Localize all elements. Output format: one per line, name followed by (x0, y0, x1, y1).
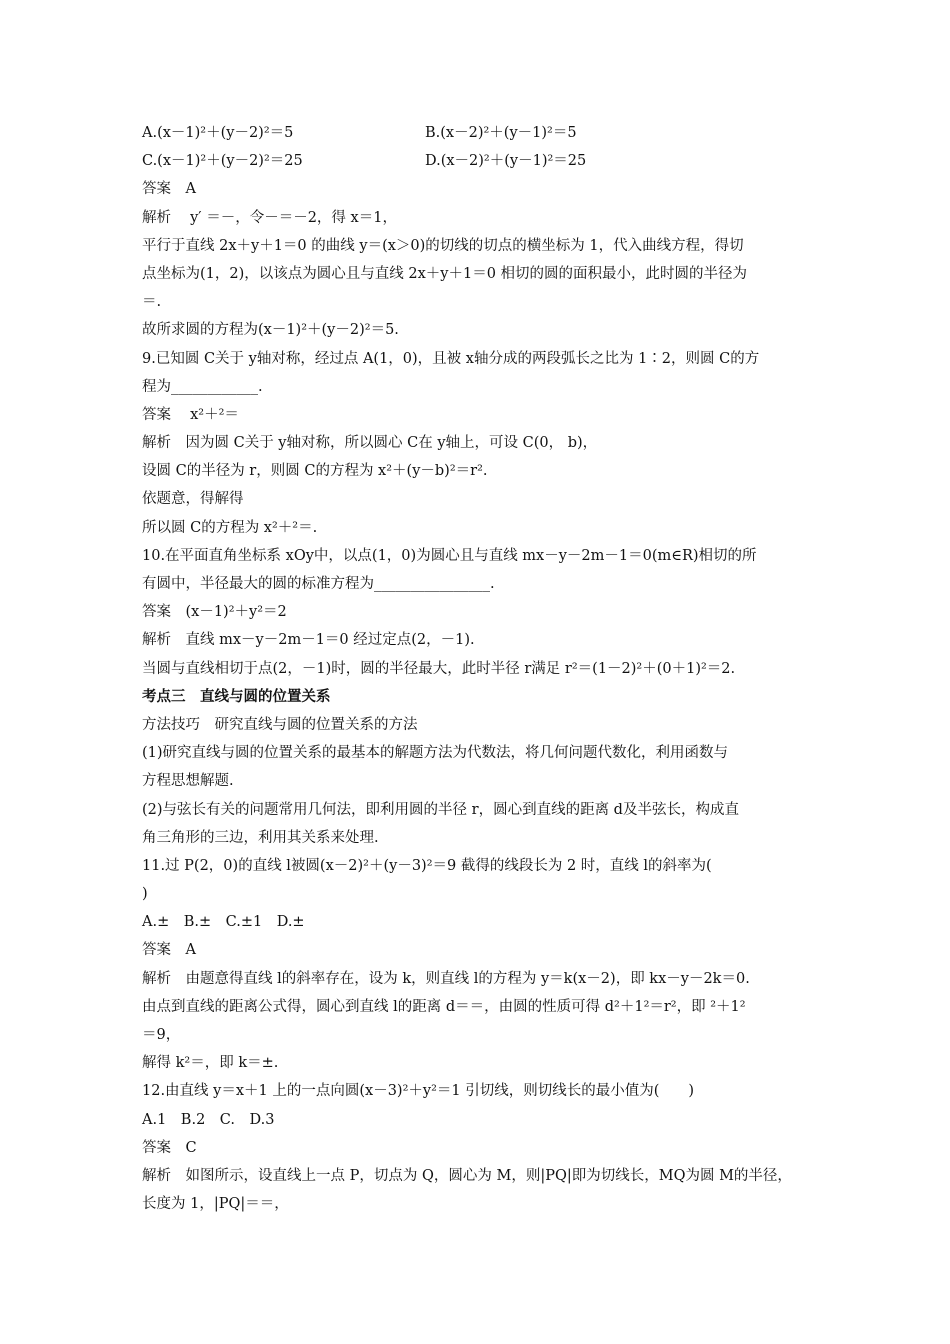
q8-answer: 答案 A (142, 181, 196, 198)
q9-analysis-2: 设圆 C的半径为 r，则圆 C的方程为 x²＋(y－b)²＝r². (142, 463, 488, 480)
q9-analysis-1: 解析 因为圆 C关于 y轴对称，所以圆心 C在 y轴上，可设 C(0， b)， (142, 435, 598, 452)
q10-stem-2: 有圆中，半径最大的圆的标准方程为________________. (142, 576, 495, 592)
q8-analysis-1: 解析 y′ ＝－，令－＝－2，得 x＝1， (142, 209, 397, 226)
q12-answer: 答案 C (142, 1139, 197, 1156)
q8-analysis-2: 平行于直线 2x＋y＋1＝0 的曲线 y＝(x＞0)的切线的切点的横坐标为 1，代入曲线方程，得切 (142, 237, 744, 254)
section-heading: 考点三 直线与圆的位置关系 (142, 688, 331, 705)
q10-analysis-1: 解析 直线 mx－y－2m－1＝0 经过定点(2，－1). (142, 632, 475, 649)
q11-analysis-2: 由点到直线的距离公式得，圆心到直线 l的距离 d＝＝，由圆的性质可得 d²＋1²＝r²，即 ²＋1² (142, 998, 746, 1015)
q9-stem-1: 9.已知圆 C关于 y轴对称，经过点 A(1，0)，且被 x轴分成的两段弧长之比为 1∶2，则圆 C的方 (142, 350, 760, 367)
method-2a: (2)与弦长有关的问题常用几何法，即利用圆的半径 r，圆心到直线的距离 d及半弦长，构成直 (142, 801, 739, 818)
q9-answer: 答案 x²＋²＝ (142, 406, 239, 423)
q9-stem-2: 程为____________. (142, 378, 263, 395)
q8-analysis-3: 点坐标为(1，2)，以该点为圆心且与直线 2x＋y＋1＝0 相切的圆的面积最小，此时圆的半径为 (142, 265, 748, 282)
method-1a: (1)研究直线与圆的位置关系的最基本的解题方法为代数法，将几何问题代数化，利用函数与 (142, 745, 729, 762)
q12-stem: 12.由直线 y＝x＋1 上的一点向圆(x－3)²＋y²＝1 引切线，则切线长的最小值为( ) (142, 1083, 695, 1100)
q12-analysis-1: 解析 如图所示，设直线上一点 P，切点为 Q，圆心为 M，则|PQ|即为切线长，MQ为圆 M的半径， (142, 1167, 792, 1184)
q8-analysis-5: 故所求圆的方程为(x－1)²＋(y－2)²＝5. (142, 322, 399, 339)
q11-stem-1: 11.过 P(2，0)的直线 l被圆(x－2)²＋(y－3)²＝9 截得的线段长为 2 时，直线 l的斜率为( (142, 857, 712, 874)
q10-analysis-2: 当圆与直线相切于点(2，－1)时，圆的半径最大，此时半径 r满足 r²＝(1－2)²＋(0＋1)²＝2. (142, 660, 736, 677)
q8-analysis-4: ＝. (142, 294, 162, 311)
q9-analysis-3: 依题意，得解得 (142, 491, 244, 508)
q8-options-row-2 (142, 147, 822, 175)
q8-option-b: B.(x－2)²＋(y－1)²＝5 (425, 125, 577, 141)
q11-analysis-4: 解得 k²＝，即 k＝±. (142, 1055, 279, 1072)
q11-stem-2: ) (142, 886, 148, 903)
document-page (142, 119, 822, 1218)
method-title: 方法技巧 研究直线与圆的位置关系的方法 (142, 716, 418, 733)
q9-analysis-4: 所以圆 C的方程为 x²＋²＝. (142, 519, 318, 536)
q8-option-c: C.(x－1)²＋(y－2)²＝25 (142, 153, 303, 170)
q11-analysis-3: ＝9， (142, 1027, 181, 1043)
q11-analysis-1: 解析 由题意得直线 l的斜率存在，设为 k，则直线 l的方程为 y＝k(x－2)，即 kx－y－2k＝0. (142, 970, 750, 987)
q10-stem-1: 10.在平面直角坐标系 xOy中，以点(1，0)为圆心且与直线 mx－y－2m－1＝0(m∈R)相切的所 (142, 547, 757, 564)
q11-options: A.± B.± C.±1 D.± (142, 914, 305, 931)
q10-answer: 答案 (x－1)²＋y²＝2 (142, 604, 287, 621)
q8-options-row-1 (142, 119, 822, 147)
q11-answer: 答案 A (142, 942, 196, 959)
q8-option-d: D.(x－2)²＋(y－1)²＝25 (425, 153, 587, 170)
method-1b: 方程思想解题. (142, 773, 234, 790)
q12-analysis-2: 长度为 1，|PQ|＝＝， (142, 1196, 289, 1213)
q8-option-a: A.(x－1)²＋(y－2)²＝5 (142, 125, 294, 141)
method-2b: 角三角形的三边，利用其关系来处理. (142, 829, 379, 846)
q12-options: A.1 B.2 C. D.3 (142, 1111, 275, 1128)
